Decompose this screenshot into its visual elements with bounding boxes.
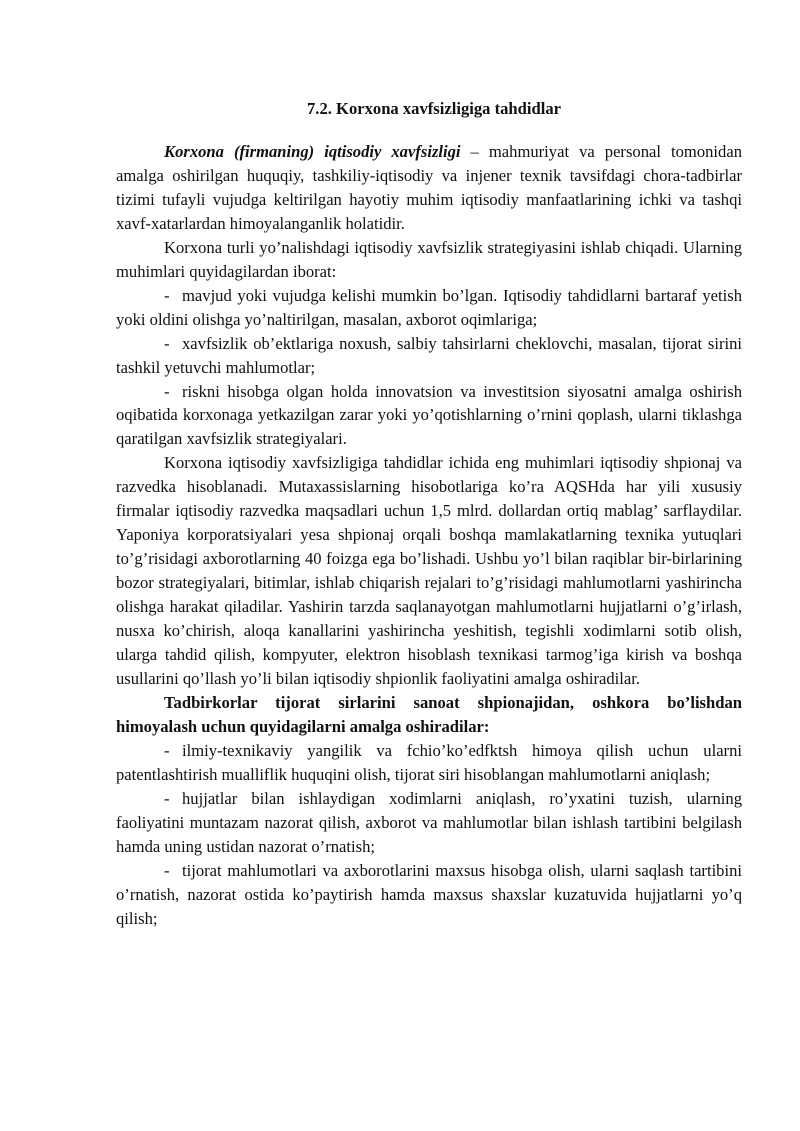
paragraph-strategies-intro: Korxona turli yo’nalishdagi iqtisodiy xavfsizlik strategiyasini ishlab chiqadi. Ularning muhimlari quyidagilardan iborat:	[116, 237, 742, 281]
list-item-strategy-3	[116, 380, 742, 452]
section-title: 7.2. Korxona xavfsizligiga tahdidlar	[307, 99, 561, 118]
definition-text: – mahmuriyat va personal tomonidan amalga oshirilgan huquqiy, tashkiliy-iqtisodiy va injener texnik tavsifdagi chora-tadbirlar tizimi tufayli vujudga keltirilgan hayotiy muhim iqtisodiy manfaatlarining ichki va tashqi xavf-xatarlardan himoyalanganlik holatidir.	[116, 142, 742, 233]
definition-term: Korxona (firmaning) iqtisodiy xavfsizligi	[164, 142, 461, 161]
list-item-protection-2	[116, 787, 742, 859]
list-dash: -	[164, 740, 170, 760]
paragraph-protection-heading: Tadbirkorlar tijorat sirlarini sanoat shpionajidan, oshkora bo’lishdan himoyalash uchun quyidagilarni amalga oshiradilar:	[116, 692, 742, 736]
paragraph-definition	[116, 140, 742, 236]
list-dash: -	[164, 860, 170, 880]
list-item-text: ilmiy-texnikaviy yangilik va fchio’ko’edfktsh himoya qilish uchun ularni patentlashtirish mualliflik huquqini olish, tijorat siri hisoblangan mahlumotlarni aniqlash;	[116, 740, 742, 784]
list-item-strategy-2	[116, 332, 742, 380]
list-dash: -	[164, 285, 170, 305]
list-item-text: xavfsizlik ob’ektlariga noxush, salbiy tahsirlarni cheklovchi, masalan, tijorat sirini tashkil yetuvchi mahlumotlar;	[116, 333, 742, 377]
list-dash: -	[164, 788, 170, 808]
list-item-text: hujjatlar bilan ishlaydigan xodimlarni aniqlash, ro’yxatini tuzish, ularning faoliyatini muntazam nazorat qilish, axborot va mahlumotlar bilan ishlash tartibini belgilash hamda uning ustidan nazorat o’rnatish;	[116, 788, 742, 856]
list-item-protection-3	[116, 859, 742, 931]
list-item-strategy-1	[116, 284, 742, 332]
list-dash: -	[164, 333, 170, 353]
list-dash: -	[164, 381, 170, 401]
list-item-protection-1	[116, 739, 742, 787]
paragraph-espionage: Korxona iqtisodiy xavfsizligiga tahdidlar ichida eng muhimlari iqtisodiy shpionaj va razvedka hisoblanadi. Mutaxassislarning hisobotlariga ko’ra AQSHda har yili xususiy firmalar iqtisodiy razvedka maqsadlari uchun 1,5 mlrd. dollardan ortiq mablag’ sarflaydilar. Yaponiya korporatsiyalari yesa shpionaj orqali boshqa mamlakatlarning texnika yutuqlari to’g’risidagi axborotlarning 40 foizga ega bo’lishadi. Ushbu yo’l bilan raqiblar bir-birlarining bozor strategiyalari, bitimlar, ishlab chiqarish rejalari to’g’risidagi mahlumotlarni yashirincha olishga harakat qiladilar. Yashirin tarzda saqlanayotgan mahlumotlarni hujjatlarni o’g’irlash, nusxa ko’chirish, aloqa kanallarini yashirincha yeshitish, tegishli xodimlarni sotib olish, ularga tahdid qilish, kompyuter, elektron hisoblash texnikasi tarmog’iga kirish va boshqa usullarini qo’llash yo’li bilan iqtisodiy shpionlik faoliyatini amalga oshiradilar.	[116, 453, 742, 688]
list-item-text: mavjud yoki vujudga kelishi mumkin bo’lgan. Iqtisodiy tahdidlarni bartaraf yetish yoki oldini olishga yo’naltirilgan, masalan, axborot oqimlariga;	[116, 285, 742, 329]
list-item-text: riskni hisobga olgan holda innovatsion va investitsion siyosatni amalga oshirish oqibatida korxonaga yetkazilgan zarar yoki yo’qotishlarning o’rnini qoplash, ularni tiklashga qaratilgan xavfsizlik strategiyalari.	[116, 381, 742, 449]
list-item-text: tijorat mahlumotlari va axborotlarini maxsus hisobga olish, ularni saqlash tartibini o’rnatish, nazorat ostida ko’paytirish hamda maxsus shaxslar kuzatuvida hujjatlarni yo’q qilish;	[116, 860, 742, 928]
